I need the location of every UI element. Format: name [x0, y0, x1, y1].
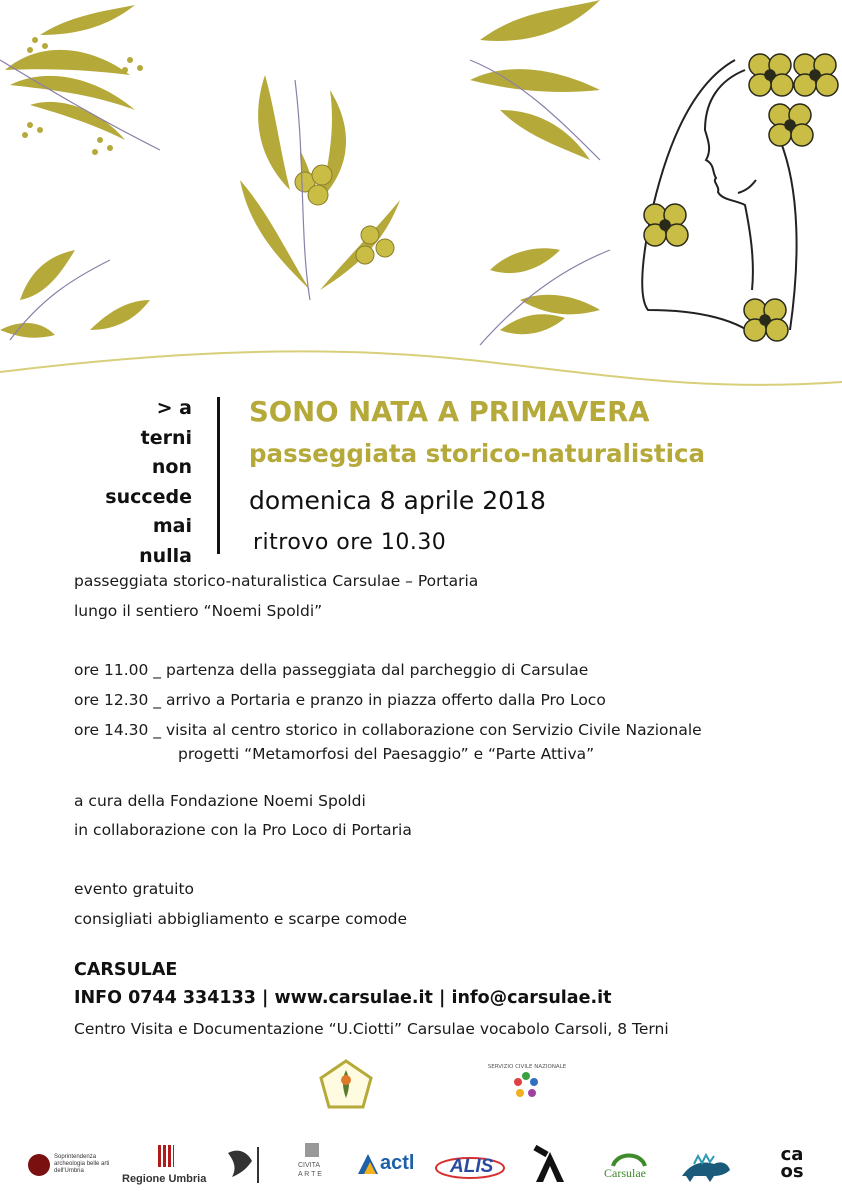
actl-mark — [356, 1152, 378, 1176]
schedule-item: ore 12.30 _ arrivo a Portaria e pranzo in piazza offerto dalla Pro Loco — [74, 691, 606, 709]
schedule-item: ore 14.30 _ visita al centro storico in collaborazione con Servizio Civile Nazionale — [74, 721, 702, 739]
tagline-line: succede — [105, 485, 192, 508]
civita-line: A R T E — [298, 1171, 322, 1178]
organizer-line: a cura della Fondazione Noemi Spoldi — [74, 792, 366, 810]
description-line: passeggiata storico-naturalistica Carsulae – Portaria — [74, 572, 479, 590]
servizio-civile-logo — [487, 1058, 567, 1102]
alis-logo — [432, 1150, 508, 1186]
top-right-leaves — [470, 0, 600, 160]
comune-terni-logo — [222, 1143, 264, 1187]
regione-umbria-text: Regione Umbria — [122, 1173, 207, 1185]
civita-line: CIVITA — [298, 1162, 321, 1169]
meeting-time: ritrovo ore 10.30 — [253, 530, 447, 555]
contact-address: Centro Visita e Documentazione “U.Ciotti” Carsulae vocabolo Carsoli, 8 Terni — [74, 1020, 669, 1038]
actl-logo — [356, 1148, 418, 1186]
tagline-line: mai — [152, 515, 192, 537]
soprintendenza-line: dell'Umbria — [54, 1168, 84, 1174]
floral-header-illustration — [0, 0, 842, 400]
soprintendenza-logo — [28, 1148, 118, 1188]
caos-line: os — [780, 1161, 804, 1182]
top-left-leaves — [5, 5, 135, 140]
note-line: evento gratuito — [74, 880, 195, 898]
civita-logo — [298, 1143, 328, 1187]
caos-logo — [772, 1146, 812, 1186]
actl-text: actl — [380, 1152, 415, 1174]
event-title: SONO NATA A PRIMAVERA — [249, 396, 650, 428]
dinosaur-logo — [680, 1150, 732, 1184]
tagline-line: terni — [140, 426, 192, 449]
contact-name: CARSULAE — [74, 960, 178, 980]
servizio-civile-text: SERVIZIO CIVILE NAZIONALE — [487, 1064, 567, 1070]
bottom-right-sprigs — [490, 248, 600, 334]
tagline-line: nulla — [139, 544, 192, 567]
center-flower — [295, 165, 394, 264]
regione-umbria-logo — [122, 1145, 212, 1187]
tagline — [105, 394, 192, 571]
carsulae-logo-text: Carsulae — [604, 1166, 646, 1180]
note-line: consigliati abbigliamento e scarpe comode — [74, 910, 408, 928]
contact-info: INFO 0744 334133 | www.carsulae.it | info@carsulae.it — [74, 988, 612, 1008]
woman-profile — [642, 60, 796, 340]
vertical-divider — [217, 397, 220, 554]
hair-flowers — [644, 54, 838, 341]
description-line: lungo il sentiero “Noemi Spoldi” — [74, 602, 323, 620]
caos-line: ca — [780, 1144, 804, 1165]
event-date: domenica 8 aprile 2018 — [249, 486, 546, 515]
tagline-line: non — [151, 456, 192, 478]
schedule-item-continuation: progetti “Metamorfosi del Paesaggio” e “Parte Attiva” — [178, 745, 595, 763]
alis-text: ALIS — [450, 1156, 494, 1177]
soprintendenza-line: Soprintendenza — [54, 1154, 97, 1160]
soprintendenza-line: archeologia belle arti — [54, 1161, 110, 1167]
carsulae-logo — [604, 1146, 654, 1188]
schedule-item: ore 11.00 _ partenza della passeggiata dal parcheggio di Carsulae — [74, 661, 589, 679]
organizer-line: in collaborazione con la Pro Loco di Portaria — [74, 821, 412, 839]
indisciplinarte-logo — [532, 1146, 574, 1186]
tagline-line: > a — [156, 397, 192, 419]
event-subtitle: passeggiata storico-naturalistica — [249, 439, 706, 468]
fondazione-logo — [318, 1058, 374, 1110]
